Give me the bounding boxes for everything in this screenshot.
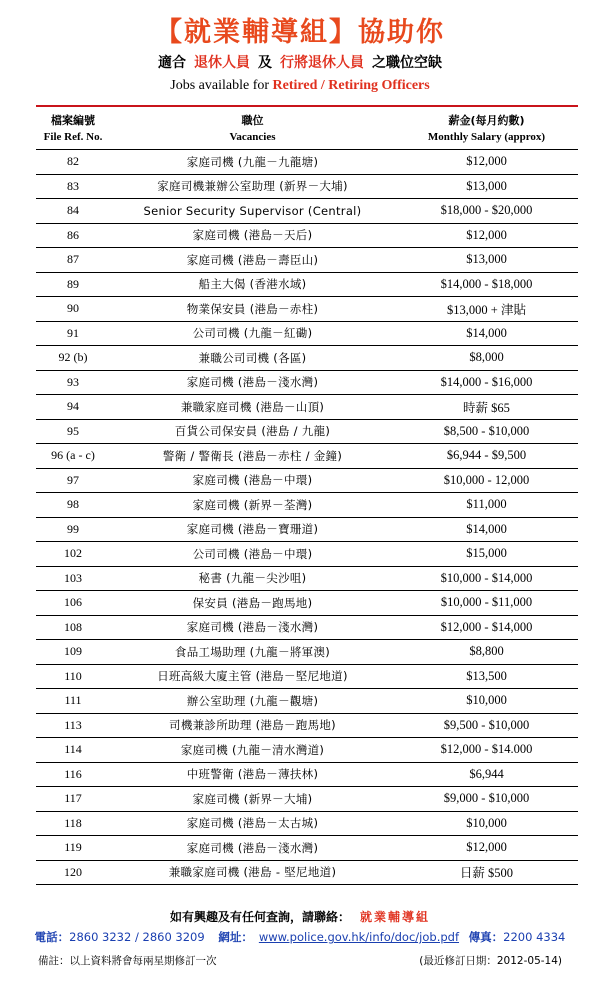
table-row [36, 517, 578, 542]
cell-file-ref: 86 [36, 223, 110, 248]
subtitle-suffix: 之職位空缺 [372, 55, 442, 71]
cell-salary: $9,000 - $10,000 [395, 787, 578, 812]
cell-salary: $13,000 [395, 174, 578, 199]
cell-file-ref: 102 [36, 542, 110, 567]
cell-salary: $10,000 [395, 689, 578, 714]
table-row [36, 615, 578, 640]
english-highlight: Retired / Retiring Officers [272, 78, 430, 93]
cell-vacancy: 家庭司機 (九龍－清水灣道) [110, 738, 395, 763]
subtitle-prefix: 適合 [158, 55, 186, 71]
header-vacancies-en: Vacancies [229, 130, 276, 143]
table-row [36, 738, 578, 763]
subtitle-retiring: 行將退休人員 [280, 55, 364, 71]
cell-vacancy: 百貨公司保安員 (港島 / 九龍) [110, 419, 395, 444]
cell-salary: $6,944 [395, 762, 578, 787]
cell-file-ref: 93 [36, 370, 110, 395]
table-row [36, 493, 578, 518]
cell-salary: $12,000 [395, 836, 578, 861]
header-divider [36, 105, 578, 107]
cell-vacancy: 兼職家庭司機 (港島 - 堅尼地道) [110, 860, 395, 885]
english-subtitle [0, 78, 600, 94]
cell-file-ref: 111 [36, 689, 110, 714]
cell-file-ref: 82 [36, 150, 110, 175]
table-row [36, 346, 578, 371]
table-row [36, 860, 578, 885]
cell-salary: $6,944 - $9,500 [395, 444, 578, 469]
table-row [36, 321, 578, 346]
table-row [36, 762, 578, 787]
header-vacancies [110, 108, 395, 150]
unit-name: 就業輔導組 [360, 910, 431, 924]
cell-file-ref: 114 [36, 738, 110, 763]
cell-salary: $13,500 [395, 664, 578, 689]
cell-file-ref: 90 [36, 297, 110, 322]
header-vacancies-zh: 職位 [241, 113, 264, 127]
cell-vacancy: 食品工場助理 (九龍－將軍澳) [110, 640, 395, 665]
cell-vacancy: 日班高級大廈主管 (港島－堅尼地道) [110, 664, 395, 689]
cell-vacancy: 船主大偈 (香港水域) [110, 272, 395, 297]
cell-file-ref: 109 [36, 640, 110, 665]
cell-salary: $18,000 - $20,000 [395, 199, 578, 224]
fax-number: 2200 4334 [503, 930, 566, 944]
cell-vacancy: 家庭司機 (港島－淺水灣) [110, 836, 395, 861]
table-row [36, 640, 578, 665]
web-label: 網址： [218, 930, 253, 944]
cell-salary: $12,000 [395, 150, 578, 175]
table-row [36, 174, 578, 199]
cell-vacancy: 中班警衛 (港島－薄扶林) [110, 762, 395, 787]
cell-salary: 日薪 $500 [395, 860, 578, 885]
table-row [36, 297, 578, 322]
cell-salary: $10,000 - $11,000 [395, 591, 578, 616]
cell-file-ref: 89 [36, 272, 110, 297]
cell-vacancy: 保安員 (港島－跑馬地) [110, 591, 395, 616]
cell-vacancy: 家庭司機 (港島－天后) [110, 223, 395, 248]
cell-vacancy: 公司司機 (九龍－紅磡) [110, 321, 395, 346]
enquiry-text: 如有興趣及有任何查詢，請聯絡： [169, 910, 350, 924]
cell-file-ref: 95 [36, 419, 110, 444]
cell-file-ref: 119 [36, 836, 110, 861]
table-row [36, 836, 578, 861]
table-row [36, 664, 578, 689]
header-file-ref-zh: 檔案編號 [51, 113, 95, 127]
cell-salary: $9,500 - $10,000 [395, 713, 578, 738]
cell-vacancy: 秘書 (九龍－尖沙咀) [110, 566, 395, 591]
table-row [36, 370, 578, 395]
english-prefix: Jobs available for [170, 78, 270, 93]
table-row [36, 713, 578, 738]
cell-salary: $8,000 [395, 346, 578, 371]
cell-salary: $12,000 [395, 223, 578, 248]
header-salary-zh: 薪金(每月約數) [448, 113, 525, 127]
header-file-ref-en: File Ref. No. [43, 130, 103, 143]
revision-date: (最近修訂日期：2012-05-14) [419, 955, 562, 967]
cell-file-ref: 113 [36, 713, 110, 738]
table-row [36, 444, 578, 469]
cell-salary: $11,000 [395, 493, 578, 518]
table-row [36, 542, 578, 567]
cell-file-ref: 87 [36, 248, 110, 273]
enquiry-line [0, 908, 600, 925]
header-file-ref [36, 108, 110, 150]
update-note: 備註：以上資料將會每兩星期修訂一次 [38, 955, 217, 967]
page-title: 【就業輔導組】協助你 [155, 17, 445, 48]
cell-salary: $12,000 - $14.000 [395, 738, 578, 763]
cell-salary: $14,000 - $16,000 [395, 370, 578, 395]
table-row [36, 199, 578, 224]
cell-salary: $13,000 + 津貼 [395, 297, 578, 322]
cell-file-ref: 118 [36, 811, 110, 836]
table-row [36, 591, 578, 616]
cell-vacancy: 警衛 / 警衛長 (港島－赤柱 / 金鐘) [110, 444, 395, 469]
table-header-row [36, 108, 578, 150]
cell-file-ref: 103 [36, 566, 110, 591]
cell-file-ref: 91 [36, 321, 110, 346]
cell-salary: $14,000 [395, 321, 578, 346]
cell-vacancy: 司機兼診所助理 (港島－跑馬地) [110, 713, 395, 738]
cell-salary: $13,000 [395, 248, 578, 273]
cell-salary: 時薪 $65 [395, 395, 578, 420]
cell-vacancy: 家庭司機 (港島－淺水灣) [110, 615, 395, 640]
header-salary [395, 108, 578, 150]
subtitle [0, 52, 600, 72]
cell-vacancy: 家庭司機 (港島－中環) [110, 468, 395, 493]
cell-file-ref: 99 [36, 517, 110, 542]
cell-file-ref: 97 [36, 468, 110, 493]
cell-vacancy: Senior Security Supervisor (Central) [110, 199, 395, 224]
subtitle-and: 及 [258, 55, 272, 71]
cell-vacancy: 家庭司機 (新界－大埔) [110, 787, 395, 812]
cell-vacancy: 辦公室助理 (九龍－觀塘) [110, 689, 395, 714]
table-row [36, 419, 578, 444]
tel-number: 2860 3232 / 2860 3209 [69, 930, 205, 944]
table-row [36, 468, 578, 493]
cell-file-ref: 92 (b) [36, 346, 110, 371]
website-link[interactable]: www.police.gov.hk/info/doc/job.pdf [258, 930, 459, 944]
cell-vacancy: 公司司機 (港島－中環) [110, 542, 395, 567]
cell-salary: $15,000 [395, 542, 578, 567]
cell-file-ref: 110 [36, 664, 110, 689]
cell-vacancy: 家庭司機 (港島－太古城) [110, 811, 395, 836]
cell-salary: $10,000 - 12,000 [395, 468, 578, 493]
jobs-table [36, 108, 578, 885]
cell-vacancy: 兼職公司司機 (各區) [110, 346, 395, 371]
tel-label: 電話： [34, 930, 70, 944]
cell-salary: $14,000 [395, 517, 578, 542]
cell-file-ref: 83 [36, 174, 110, 199]
cell-file-ref: 108 [36, 615, 110, 640]
cell-file-ref: 84 [36, 199, 110, 224]
cell-vacancy: 家庭司機 (九龍－九龍塘) [110, 150, 395, 175]
table-row [36, 787, 578, 812]
table-row [36, 811, 578, 836]
cell-salary: $8,800 [395, 640, 578, 665]
cell-vacancy: 物業保安員 (港島－赤柱) [110, 297, 395, 322]
cell-file-ref: 98 [36, 493, 110, 518]
fax-label: 傳真： [468, 930, 504, 944]
table-row [36, 223, 578, 248]
contact-line [0, 929, 600, 945]
subtitle-retired: 退休人員 [194, 55, 250, 71]
table-row [36, 150, 578, 175]
cell-vacancy: 家庭司機 (港島－寶珊道) [110, 517, 395, 542]
table-row [36, 248, 578, 273]
cell-vacancy: 兼職家庭司機 (港島－山頂) [110, 395, 395, 420]
cell-vacancy: 家庭司機 (港島－壽臣山) [110, 248, 395, 273]
cell-vacancy: 家庭司機 (新界－荃灣) [110, 493, 395, 518]
header-salary-en: Monthly Salary (approx) [427, 130, 546, 143]
table-row [36, 689, 578, 714]
cell-salary: $12,000 - $14,000 [395, 615, 578, 640]
cell-salary: $10,000 - $14,000 [395, 566, 578, 591]
cell-file-ref: 116 [36, 762, 110, 787]
cell-file-ref: 96 (a - c) [36, 444, 110, 469]
table-row [36, 272, 578, 297]
cell-salary: $10,000 [395, 811, 578, 836]
cell-vacancy: 家庭司機兼辦公室助理 (新界－大埔) [110, 174, 395, 199]
cell-file-ref: 120 [36, 860, 110, 885]
cell-file-ref: 94 [36, 395, 110, 420]
table-row [36, 566, 578, 591]
cell-file-ref: 106 [36, 591, 110, 616]
jobs-table-body [36, 150, 578, 885]
cell-salary: $14,000 - $18,000 [395, 272, 578, 297]
cell-file-ref: 117 [36, 787, 110, 812]
cell-salary: $8,500 - $10,000 [395, 419, 578, 444]
cell-vacancy: 家庭司機 (港島－淺水灣) [110, 370, 395, 395]
table-row [36, 395, 578, 420]
